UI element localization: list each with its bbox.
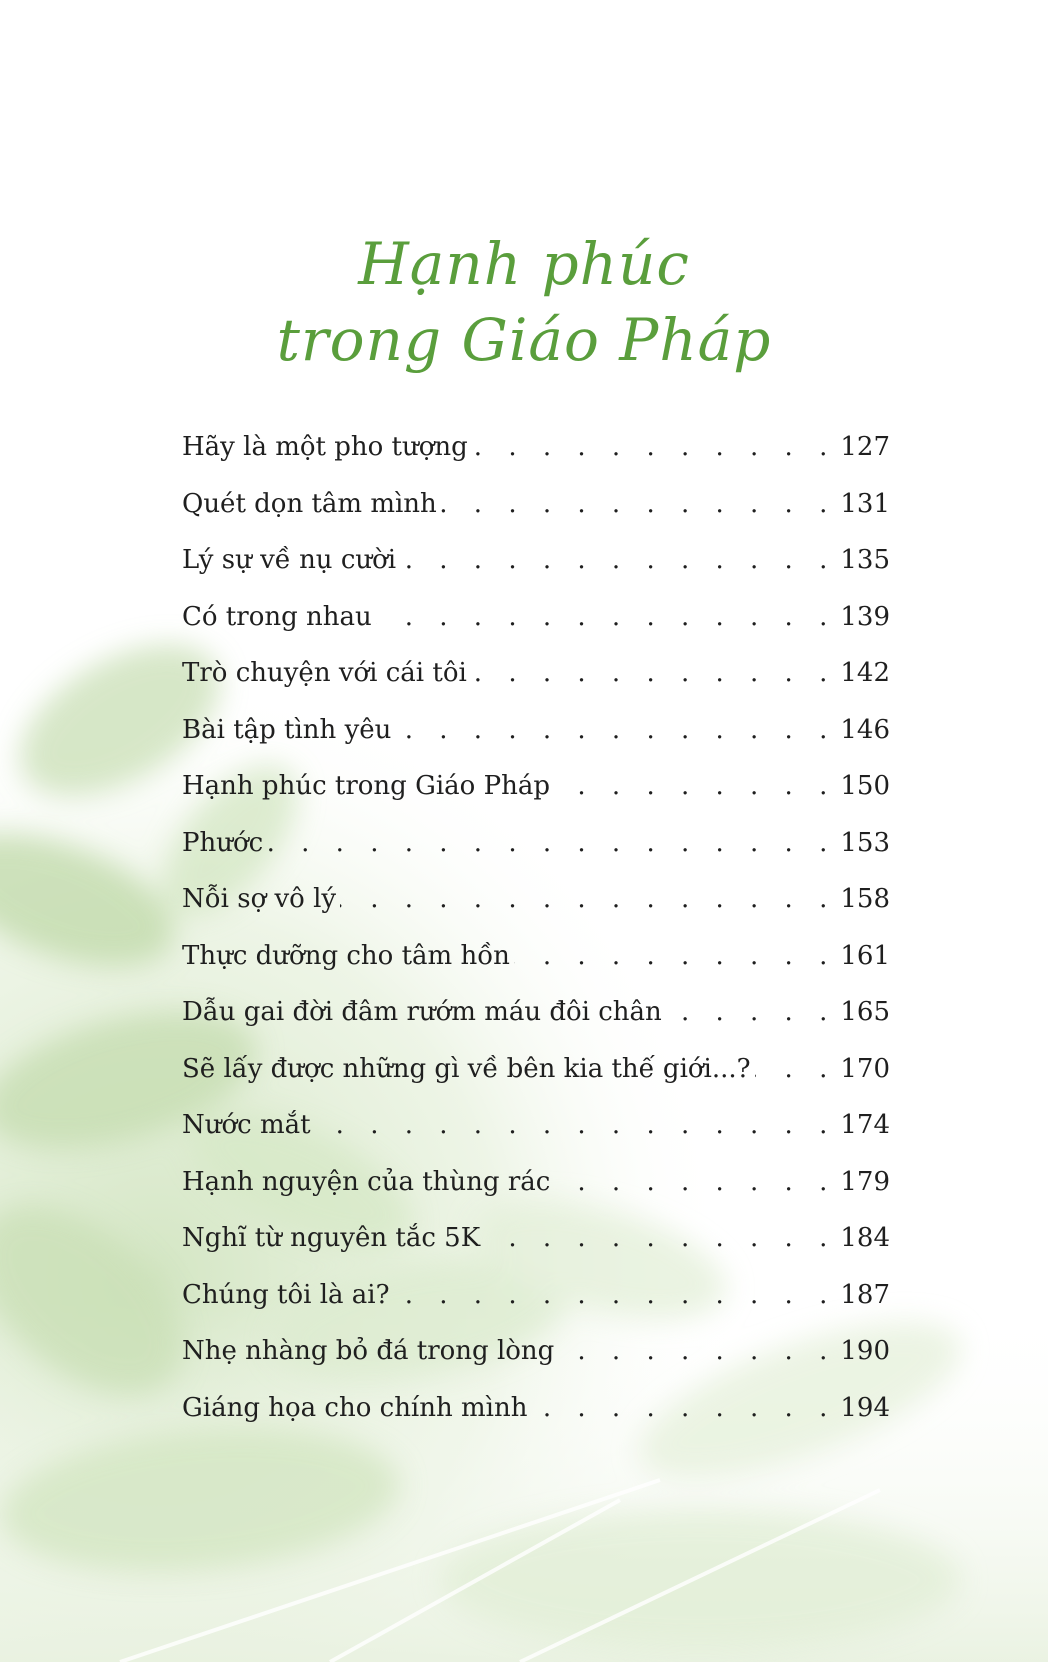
toc-entry-page: 187 (840, 1279, 890, 1310)
toc-entry-page: 190 (840, 1336, 890, 1366)
toc-entry[interactable] (182, 1110, 890, 1167)
toc-entry[interactable] (182, 1280, 890, 1337)
dot-leader (395, 715, 836, 745)
toc-entry-title: Hạnh phúc trong Giáo Pháp (182, 771, 550, 801)
dot-leader (394, 1280, 837, 1310)
dot-leader (554, 771, 836, 801)
toc-entry[interactable] (182, 432, 890, 489)
toc-entry[interactable] (182, 489, 890, 546)
toc-entry-title: Phước (182, 827, 264, 858)
toc-entry-page: 131 (840, 488, 890, 519)
toc-entry-page: 165 (840, 997, 890, 1027)
toc-entry-title: Thực dưỡng cho tâm hồn (182, 940, 510, 971)
toc-entry[interactable] (182, 1336, 890, 1393)
toc-entry-title: Dẫu gai đời đâm rướm máu đôi chân (182, 997, 662, 1027)
toc-entry[interactable] (182, 828, 890, 885)
toc-entry-title: Có trong nhau (182, 601, 372, 632)
toc-entry-page: 174 (840, 1110, 890, 1140)
toc-entry[interactable] (182, 771, 890, 828)
dot-leader (755, 1054, 837, 1084)
toc-entry[interactable] (182, 658, 890, 715)
toc-entry-page: 142 (840, 658, 890, 688)
toc-entry-title: Giáng họa cho chính mình (182, 1392, 528, 1423)
dot-leader (558, 1336, 836, 1366)
toc-entry-page: 179 (840, 1166, 890, 1197)
toc-entry-title: Lý sự về nụ cười (182, 545, 397, 575)
toc-entry-title: Trò chuyện với cái tôi (182, 658, 467, 688)
toc-entry-page: 139 (840, 601, 890, 632)
toc-entry[interactable] (182, 941, 890, 998)
toc-entry[interactable] (182, 715, 890, 772)
dot-leader (376, 602, 837, 632)
toc-entry-page: 194 (840, 1392, 890, 1423)
toc-entry[interactable] (182, 1054, 890, 1111)
toc-entry-title: Nhẹ nhàng bỏ đá trong lòng (182, 1336, 555, 1366)
toc-entry[interactable] (182, 545, 890, 602)
dot-leader (267, 828, 836, 858)
toc-entry[interactable] (182, 997, 890, 1054)
toc-entry-title: Hạnh nguyện của thùng rác (182, 1166, 551, 1197)
toc-entry-title: Hãy là một pho tượng (182, 432, 468, 462)
toc-entry[interactable] (182, 1223, 890, 1280)
toc-entry-title: Nỗi sợ vô lý (182, 884, 337, 914)
toc-entry-page: 150 (840, 771, 890, 801)
dot-leader (531, 1393, 836, 1423)
toc-entry-title: Nghĩ từ nguyên tắc 5K (182, 1223, 481, 1253)
title-line-1: Hạnh phúc (358, 230, 690, 298)
dot-leader (514, 941, 837, 971)
dot-leader (441, 489, 837, 519)
toc-entry-page: 135 (840, 545, 890, 575)
toc-entry-page: 146 (840, 714, 890, 745)
toc-entry-page: 184 (840, 1223, 890, 1253)
toc-entry-title: Bài tập tình yêu (182, 714, 392, 745)
dot-leader (484, 1223, 836, 1253)
dot-leader (340, 884, 836, 914)
toc-entry[interactable] (182, 1167, 890, 1224)
dot-leader (400, 545, 836, 575)
toc-entry-title: Quét dọn tâm mình (182, 488, 437, 519)
dot-leader (666, 997, 837, 1027)
toc-entry-title: Chúng tôi là ai? (182, 1279, 390, 1310)
dot-leader (315, 1110, 837, 1140)
page-title (0, 226, 1048, 378)
toc-entry[interactable] (182, 602, 890, 659)
toc-entry-page: 158 (840, 884, 890, 914)
toc-entry-title: Nước mắt (182, 1110, 311, 1140)
toc-entry-page: 161 (840, 940, 890, 971)
dot-leader (554, 1167, 836, 1197)
dot-leader (472, 432, 837, 462)
dot-leader (471, 658, 837, 688)
table-of-contents (182, 432, 890, 1449)
toc-entry-page: 170 (840, 1053, 890, 1084)
toc-entry[interactable] (182, 1393, 890, 1450)
toc-entry-title: Sẽ lấy được những gì về bên kia thế giới...? (182, 1053, 751, 1084)
toc-entry-page: 153 (840, 827, 890, 858)
toc-entry[interactable] (182, 884, 890, 941)
toc-entry-page: 127 (840, 432, 890, 462)
title-line-2: trong Giáo Pháp (276, 306, 772, 374)
